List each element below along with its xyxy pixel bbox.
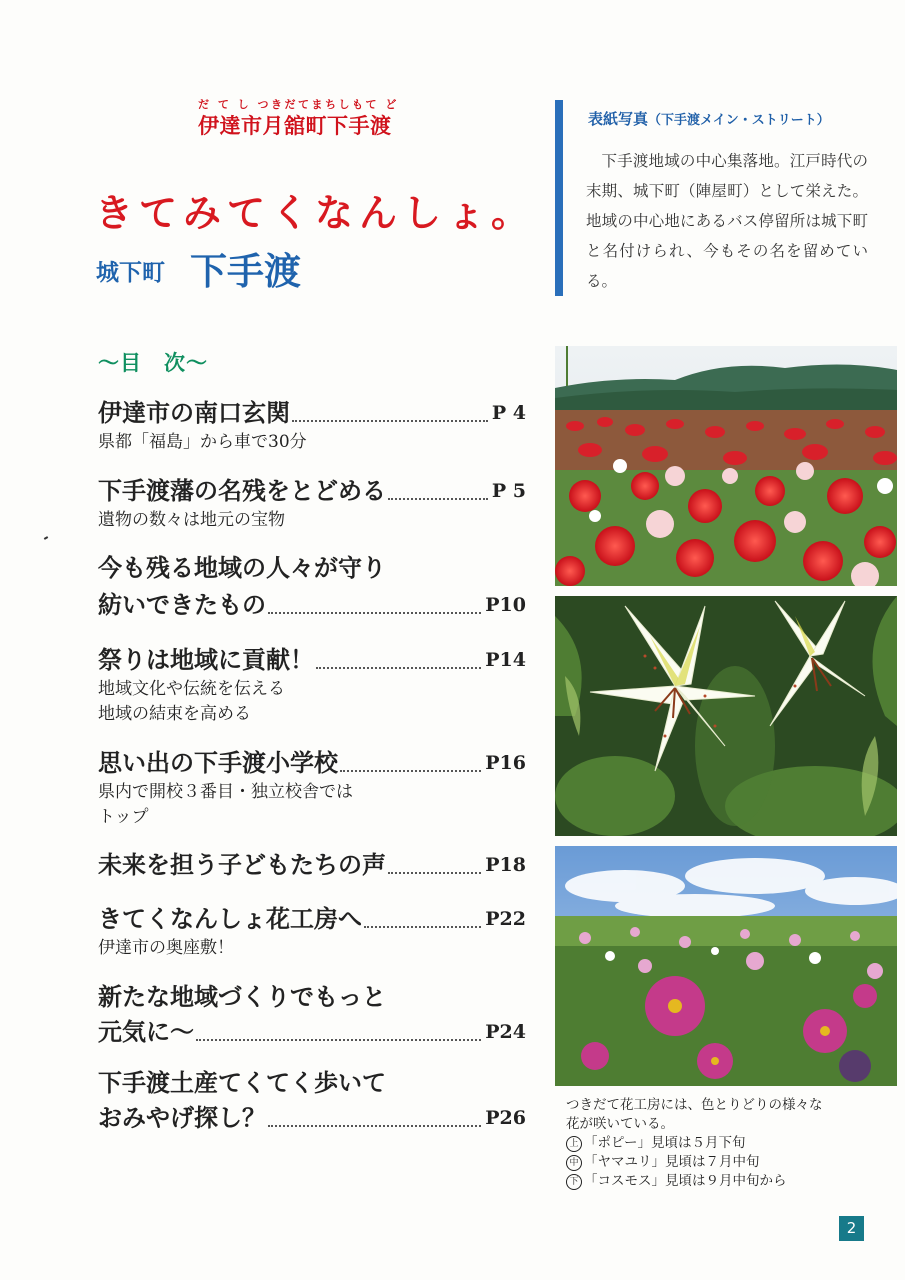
toc-page: P 5 <box>491 480 526 502</box>
toc-heading: ～目 次～ <box>98 351 208 375</box>
leader-dots <box>268 612 481 614</box>
toc-desc: 地域の結束を高める <box>98 704 251 724</box>
toc-title-line1: 今も残る地域の人々が守り <box>98 553 386 582</box>
leader-dots <box>268 1125 481 1127</box>
toc-title: 下手渡藩の名残をとどめる <box>98 476 386 505</box>
caption-item <box>566 1172 886 1191</box>
page-number: 2 <box>839 1216 864 1241</box>
caption-item-text: 「ヤマユリ」見頃は７月中旬 <box>584 1154 760 1170</box>
caption-item-text: 「ポピー」見頃は５月下旬 <box>584 1135 746 1151</box>
circled-mark: 中 <box>566 1155 582 1171</box>
subtitle-small: 城下町 <box>96 260 165 286</box>
toc-item[interactable] <box>98 746 526 830</box>
toc-item[interactable] <box>98 643 526 727</box>
toc-desc: 地域文化や伝統を伝える <box>98 679 285 699</box>
caption-item-text: 「コスモス」見頃は９月中旬から <box>584 1173 787 1189</box>
toc-item[interactable] <box>98 980 526 1049</box>
subtitle-large: 下手渡 <box>190 250 301 293</box>
place-name: 伊達市月舘町下手渡 <box>198 114 392 138</box>
title-ruby: だ て し つきだてまちしもて ど <box>198 98 399 111</box>
caption-item <box>566 1153 886 1172</box>
toc-title-line1: 新たな地域づくりでもっと <box>98 982 386 1011</box>
toc-title: 思い出の下手渡小学校 <box>98 748 338 777</box>
toc-page: P24 <box>485 1021 526 1043</box>
toc-page: P 4 <box>491 402 526 424</box>
toc-item[interactable] <box>98 902 526 961</box>
leader-dots <box>316 667 481 669</box>
toc-title: 元気に～ <box>98 1017 194 1046</box>
leader-dots <box>292 420 488 422</box>
toc-title: きてくなんしょ花工房へ <box>98 904 362 933</box>
toc-item[interactable] <box>98 474 526 533</box>
toc-item[interactable] <box>98 848 526 882</box>
toc-title-line1: 下手渡土産てくてく歩いて <box>98 1068 386 1097</box>
toc-page: P22 <box>485 908 526 930</box>
caption-line: 花が咲いている。 <box>566 1116 674 1132</box>
cosmos-photo <box>555 846 897 1086</box>
leader-dots <box>388 872 481 874</box>
toc-page: P18 <box>485 854 526 876</box>
toc-title: 祭りは地域に貢献！ <box>98 645 314 674</box>
toc-title: 紡いできたもの <box>98 590 266 619</box>
toc-desc: 遺物の数々は地元の宝物 <box>98 510 285 530</box>
poppy-photo <box>555 346 897 586</box>
leader-dots <box>196 1039 481 1041</box>
circled-mark: 上 <box>566 1136 582 1152</box>
caption-item <box>566 1134 886 1153</box>
toc-title: おみやげ探し？ <box>98 1103 266 1132</box>
lily-photo <box>555 596 897 836</box>
cover-description: 下手渡地域の中心集落地。江戸時代の末期、城下町（陣屋町）として栄えた。地域の中心地にあるバス停留所は城下町と名付けられ、今もその名を留めている。 <box>586 152 868 290</box>
toc-item[interactable] <box>98 396 526 455</box>
toc-page: P26 <box>485 1107 526 1129</box>
toc-desc: トップ <box>98 807 149 827</box>
photo-caption <box>566 1096 886 1191</box>
catchphrase: きてみてくなんしょ。 <box>95 191 536 235</box>
toc-title: 伊達市の南口玄関 <box>98 398 290 427</box>
leader-dots <box>340 770 481 772</box>
caption-line: つきだて花工房には、色とりどりの様々な <box>566 1097 823 1113</box>
toc-page: P16 <box>485 752 526 774</box>
leader-dots <box>388 498 488 500</box>
cover-title-note: （下手渡メイン・ストリート） <box>648 113 830 128</box>
toc-item[interactable] <box>98 1066 526 1135</box>
toc-desc: 県内で開校３番目・独立校舎では <box>98 782 353 802</box>
toc-page: P10 <box>485 594 526 616</box>
toc-item[interactable] <box>98 551 526 622</box>
toc-title: 未来を担う子どもたちの声 <box>98 850 386 879</box>
cover-title <box>588 108 830 129</box>
circled-mark: 下 <box>566 1174 582 1190</box>
scan-speck <box>44 536 48 540</box>
cover-accent-bar <box>555 100 563 296</box>
leader-dots <box>364 926 481 928</box>
cover-title-main: 表紙写真 <box>588 110 649 128</box>
toc-page: P14 <box>485 649 526 671</box>
toc-desc: 県都「福島」から車で30分 <box>98 432 307 452</box>
toc-desc: 伊達市の奥座敷！ <box>98 938 234 958</box>
